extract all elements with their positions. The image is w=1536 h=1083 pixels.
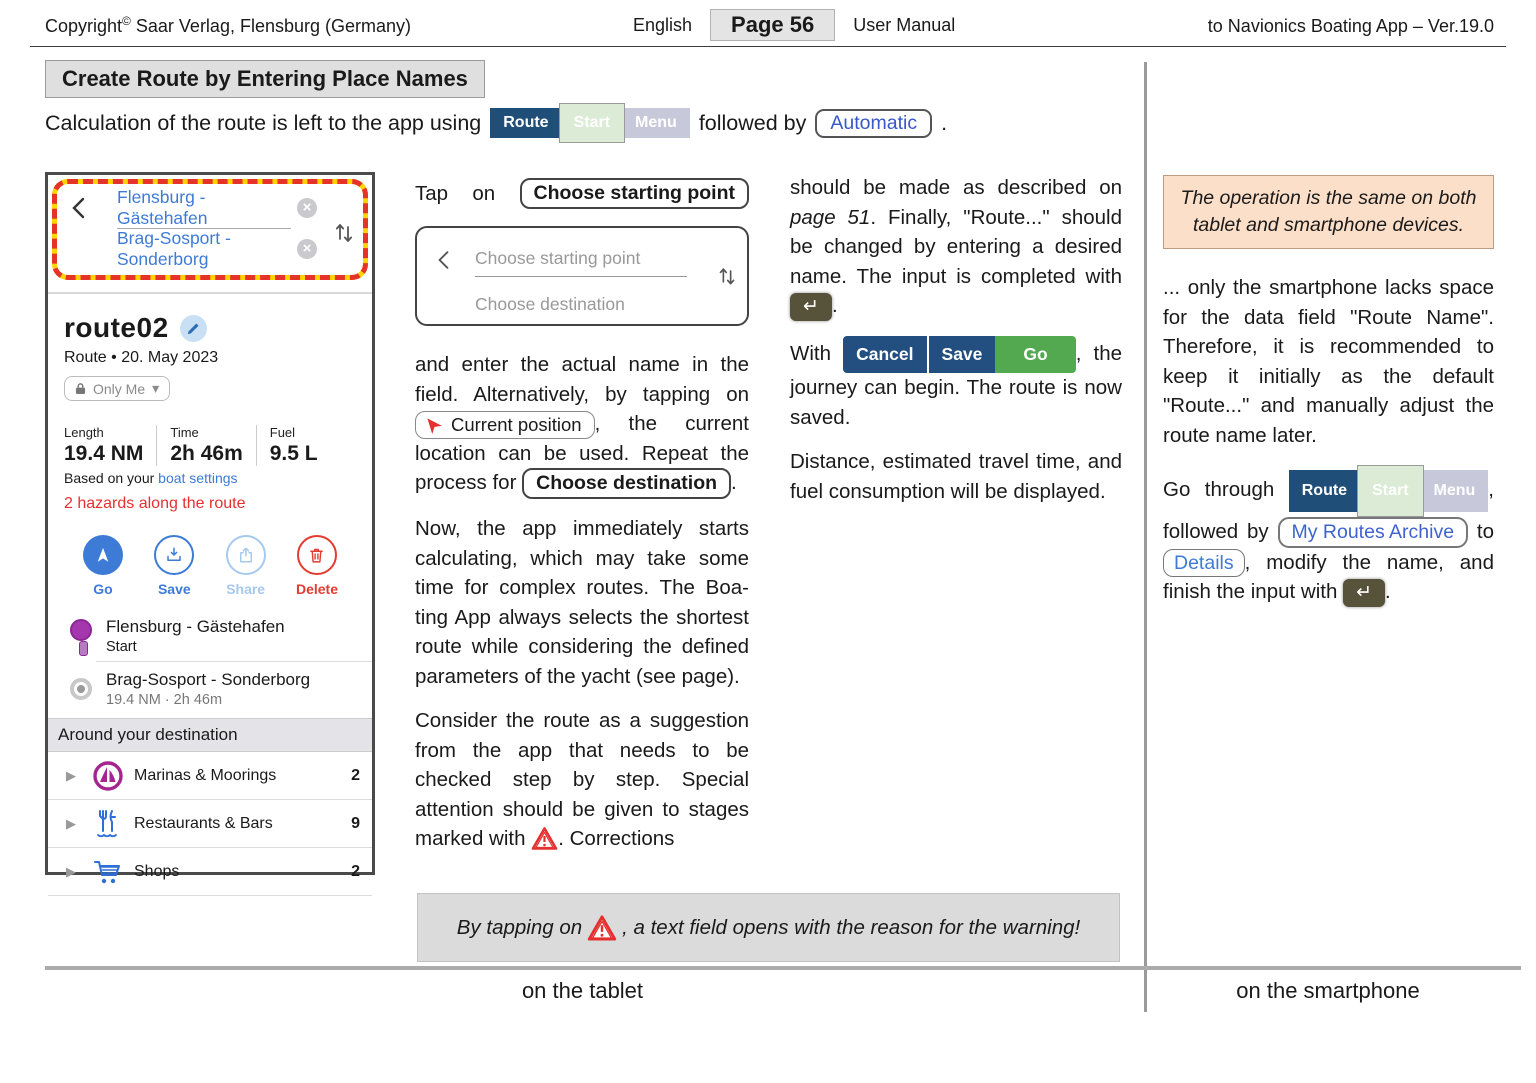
page-reference: page 51 bbox=[790, 205, 871, 229]
delete-button[interactable]: Delete bbox=[288, 535, 346, 597]
smartphone-section-label: on the smartphone bbox=[1236, 978, 1420, 1003]
tab-menu[interactable]: Menu bbox=[1421, 470, 1489, 512]
route-name: route02 bbox=[64, 312, 169, 343]
header-center bbox=[633, 9, 955, 41]
location-arrow-icon bbox=[423, 415, 442, 434]
current-position-button[interactable]: Current position bbox=[415, 411, 595, 439]
field-underline bbox=[475, 276, 687, 277]
page-number-badge: Page 56 bbox=[710, 9, 835, 41]
restaurant-icon bbox=[90, 808, 126, 840]
route-fields-mockup bbox=[415, 226, 749, 326]
paragraph: ... only the smartphone lacks space for the data field "Route Name". Therefore, it is recommended to keep it initially as the default "Route..." and manually adjust the route name later. bbox=[1163, 276, 1494, 447]
navigation-arrow-icon bbox=[83, 535, 123, 575]
edit-route-name-button[interactable] bbox=[180, 315, 207, 342]
starting-point-placeholder[interactable]: Choose starting point bbox=[475, 248, 641, 268]
on-word: on bbox=[472, 181, 496, 205]
save-button[interactable]: Save bbox=[929, 336, 996, 374]
paragraph: should be made as described on page 51. Finally, "Route..." should be changed by entering a desired name. The input is completed with ↵ . bbox=[790, 173, 1122, 321]
route-actions bbox=[48, 535, 372, 597]
intro-line bbox=[45, 103, 947, 143]
privacy-dropdown[interactable] bbox=[64, 376, 170, 401]
tablet-screenshot bbox=[45, 172, 375, 880]
boat-settings-link[interactable]: boat settings bbox=[158, 470, 238, 486]
manual-label: User Manual bbox=[853, 14, 956, 35]
back-chevron-icon[interactable] bbox=[71, 197, 93, 219]
intro-mid-text: followed by bbox=[698, 110, 807, 135]
paragraph: Now, the app immediately starts calculating, which may take some time for complex routes. The Boating App always selects the shortest route while considering the defined parameters of the yacht (see page). bbox=[415, 517, 749, 688]
my-routes-archive-button[interactable]: My Routes Archive bbox=[1278, 517, 1469, 548]
start-field-value[interactable]: Flensburg - Gästehafen bbox=[117, 187, 208, 228]
trash-icon bbox=[297, 535, 337, 575]
details-button[interactable]: Details bbox=[1163, 549, 1245, 577]
swap-arrows-icon[interactable] bbox=[333, 220, 355, 244]
column-1 bbox=[415, 178, 749, 854]
save-tray-icon bbox=[154, 535, 194, 575]
intro-pre-text: Calculation of the route is left to the app using bbox=[45, 110, 482, 135]
waypoint-divider bbox=[96, 661, 372, 662]
category-row-marinas[interactable]: ▶ Marinas & Moorings 2 bbox=[48, 752, 372, 800]
around-destination-header: Around your destination bbox=[48, 718, 372, 752]
back-chevron-icon[interactable] bbox=[437, 250, 450, 270]
return-key[interactable]: ↵ bbox=[1343, 579, 1385, 607]
waypoint-destination-row[interactable]: Brag-Sosport - Sonderborg 19.4 NM · 2h 46m bbox=[48, 670, 372, 708]
language-label: English bbox=[633, 14, 693, 35]
cancel-button[interactable]: Cancel bbox=[843, 336, 928, 374]
route-start-menu-control bbox=[490, 103, 690, 143]
paragraph: and enter the actual name in the field. Alternatively, by tapping on Current position , the current location can be used. Repeat the process for Choose destination . bbox=[415, 350, 749, 499]
share-icon bbox=[226, 535, 266, 575]
automatic-button[interactable]: Automatic bbox=[815, 109, 932, 138]
return-key[interactable]: ↵ bbox=[790, 293, 832, 321]
go-button[interactable]: Go bbox=[995, 336, 1075, 374]
caret-down-icon: ▾ bbox=[152, 380, 160, 396]
tap-word: Tap bbox=[415, 181, 449, 205]
tablet-section-label: on the tablet bbox=[521, 978, 644, 1003]
stat-fuel: Fuel 9.5 L bbox=[256, 425, 331, 466]
column-divider bbox=[1144, 62, 1147, 1012]
marina-icon bbox=[90, 761, 126, 791]
column-2 bbox=[790, 173, 1122, 506]
pencil-icon bbox=[186, 321, 201, 336]
footer-divider bbox=[45, 966, 1521, 970]
stat-length: Length 19.4 NM bbox=[64, 425, 144, 465]
paragraph: Go through Route Start Menu , followed by My Routes Archive to Details , modify the name, and finish the input with ↵ . bbox=[1163, 465, 1494, 607]
go-button[interactable]: Go bbox=[74, 535, 132, 597]
destination-field-value[interactable]: Brag-Sosport - Sonderborg bbox=[117, 228, 231, 269]
route-subtitle: Route • 20. May 2023 bbox=[64, 349, 219, 366]
column-3 bbox=[1163, 175, 1494, 607]
stat-time: Time 2h 46m bbox=[156, 425, 255, 466]
warning-triangle-icon bbox=[587, 914, 617, 942]
waypoint-start-row[interactable]: Flensburg - Gästehafen Start bbox=[48, 617, 372, 655]
route-summary bbox=[48, 294, 372, 401]
shopping-cart-icon bbox=[90, 858, 126, 886]
tab-menu[interactable]: Menu bbox=[622, 108, 690, 138]
paragraph: With Cancel Save Go , the journey can begin. The route is now saved. bbox=[790, 336, 1122, 433]
route-search-card bbox=[52, 179, 368, 280]
privacy-label: Only Me bbox=[93, 380, 146, 397]
lock-icon bbox=[75, 382, 86, 395]
paragraph: Consider the route as a suggestion from the app that needs to be checked step by step. Special attention should be given to stages marked with . Corrections bbox=[415, 709, 749, 851]
choose-destination-button[interactable]: Choose destination bbox=[522, 468, 731, 499]
choose-starting-point-button[interactable]: Choose starting point bbox=[520, 178, 750, 209]
share-button[interactable]: Share bbox=[217, 535, 275, 597]
tab-start[interactable]: Start bbox=[1357, 465, 1423, 517]
copyright-text: Copyright© Saar Verlag, Flensburg (Germany) bbox=[45, 14, 412, 36]
clear-destination-icon[interactable]: × bbox=[297, 239, 317, 259]
note-box: The operation is the same on both tablet and smartphone devices. bbox=[1163, 175, 1494, 249]
warning-note-box: By tapping on , a text field opens with the reason for the warning! bbox=[417, 893, 1120, 962]
page-title: Create Route by Entering Place Names bbox=[45, 60, 485, 98]
waypoint-list bbox=[48, 617, 372, 708]
copyright-symbol: © bbox=[122, 14, 131, 28]
warning-triangle-icon bbox=[531, 826, 558, 851]
paragraph: Distance, estimated travel time, and fuel consumption will be displayed. bbox=[790, 450, 1122, 503]
start-pin-icon bbox=[70, 619, 92, 641]
tab-route[interactable]: Route bbox=[1289, 470, 1360, 512]
route-stats bbox=[48, 425, 372, 466]
route-search-highlight bbox=[52, 179, 368, 280]
tab-route[interactable]: Route bbox=[490, 108, 561, 138]
expand-triangle-icon[interactable]: ▶ bbox=[66, 815, 76, 831]
app-version-label: to Navionics Boating App – Ver.19.0 bbox=[1207, 16, 1494, 36]
route-start-menu-control bbox=[1289, 465, 1489, 517]
cancel-save-go-bar bbox=[843, 336, 1076, 374]
category-row-shops[interactable]: ▶ Shops 2 bbox=[48, 848, 372, 896]
hazards-warning-text: 2 hazards along the route bbox=[64, 495, 246, 512]
based-on-text: Based on your boat settings bbox=[64, 470, 238, 486]
header-rule bbox=[30, 46, 1506, 47]
destination-ring-icon bbox=[70, 678, 92, 700]
expand-triangle-icon[interactable]: ▶ bbox=[66, 767, 76, 783]
swap-arrows-icon[interactable] bbox=[717, 264, 737, 287]
intro-post-text: . bbox=[941, 110, 948, 135]
destination-placeholder[interactable]: Choose destination bbox=[475, 294, 625, 314]
save-button[interactable]: Save bbox=[145, 535, 203, 597]
expand-triangle-icon[interactable]: ▶ bbox=[66, 863, 76, 879]
category-row-restaurants[interactable]: ▶ Restaurants & Bars 9 bbox=[48, 800, 372, 848]
clear-start-icon[interactable]: × bbox=[297, 198, 317, 218]
tab-start[interactable]: Start bbox=[559, 103, 625, 143]
